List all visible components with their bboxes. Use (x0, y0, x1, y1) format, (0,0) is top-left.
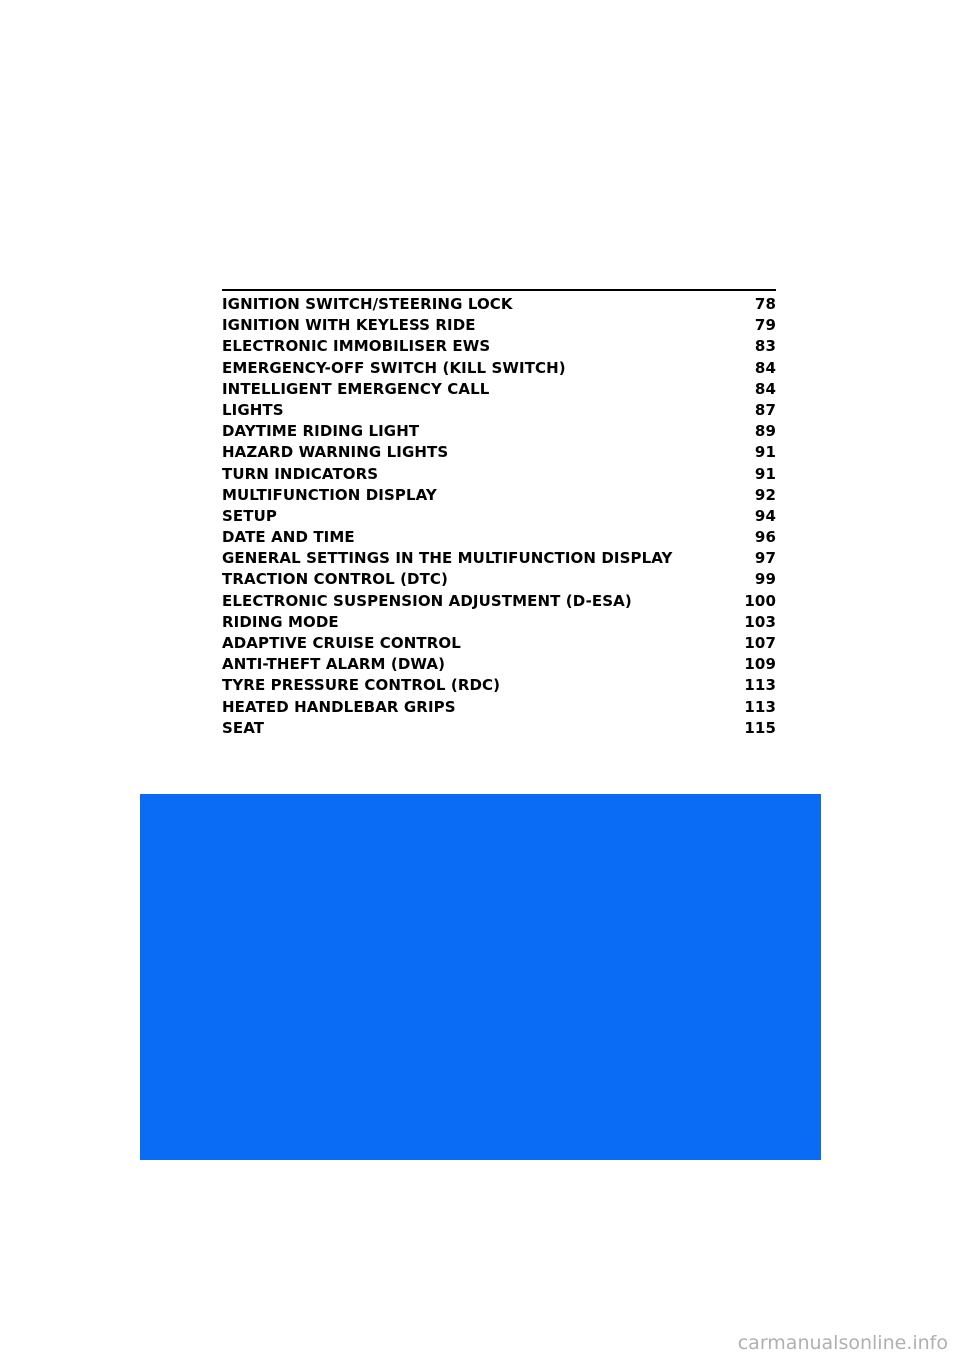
toc-entry[interactable] (222, 400, 776, 421)
toc-entry[interactable] (222, 379, 776, 400)
toc-entry-title: EMERGENCY-OFF SWITCH (KILL SWITCH) (222, 358, 566, 377)
toc-entry-title: IGNITION SWITCH/STEERING LOCK (222, 295, 513, 313)
toc-entry-page: 94 (754, 506, 776, 525)
toc-entry[interactable] (222, 527, 776, 548)
toc-entry-title: ELECTRONIC IMMOBILISER EWS (222, 337, 491, 356)
toc-entry-page: 99 (754, 570, 776, 589)
toc-entry[interactable] (222, 421, 776, 442)
toc-entry[interactable] (222, 654, 776, 675)
toc-entry[interactable] (222, 464, 776, 485)
toc-entry[interactable] (222, 358, 776, 379)
toc-entry-title: HEATED HANDLEBAR GRIPS (222, 697, 456, 716)
toc-entry[interactable] (222, 336, 776, 357)
toc-entry-title: LIGHTS (222, 400, 284, 419)
watermark: carmanualsonline.info (737, 1332, 948, 1354)
toc-entry-page: 91 (754, 443, 776, 462)
toc-entry-title: INTELLIGENT EMERGENCY CALL (222, 379, 490, 398)
toc-entry-page: 113 (744, 676, 776, 695)
toc-entry-page: 79 (754, 316, 776, 335)
toc-entry-title: TYRE PRESSURE CONTROL (RDC) (222, 676, 501, 695)
toc-entry-page: 113 (744, 697, 776, 716)
toc-entry[interactable] (222, 591, 776, 612)
toc-entry-page: 107 (744, 634, 776, 652)
toc-entry-page: 84 (754, 358, 776, 377)
toc-entry[interactable] (222, 315, 776, 336)
toc-entry-page: 91 (754, 464, 776, 483)
toc-entry-page: 92 (754, 485, 776, 504)
table-of-contents (222, 289, 776, 739)
toc-entry[interactable] (222, 612, 776, 633)
toc-entry-page: 115 (744, 718, 776, 737)
toc-entry[interactable] (222, 569, 776, 590)
toc-entry[interactable] (222, 548, 776, 569)
toc-entry-page: 97 (754, 549, 776, 568)
toc-entry-page: 100 (744, 591, 776, 610)
toc-entry-page: 87 (754, 400, 776, 419)
toc-entry-title: SEAT (222, 718, 265, 737)
toc-entry-title: DAYTIME RIDING LIGHT (222, 422, 420, 441)
toc-entry-title: DATE AND TIME (222, 528, 355, 547)
toc-entry-page: 96 (754, 528, 776, 547)
toc-entry[interactable] (222, 506, 776, 527)
toc-entry-title: GENERAL SETTINGS IN THE MULTIFUNCTION DISPLAY (222, 549, 673, 568)
toc-entry-page: 109 (744, 655, 776, 674)
toc-entry-title: ELECTRONIC SUSPENSION ADJUSTMENT (D-ESA) (222, 591, 632, 610)
toc-entry[interactable] (222, 294, 776, 315)
toc-entry[interactable] (222, 442, 776, 463)
toc-entry-page: 89 (754, 422, 776, 441)
toc-entry-title: MULTIFUNCTION DISPLAY (222, 485, 437, 504)
toc-entry[interactable] (222, 675, 776, 696)
toc-entry-title: ANTI-THEFT ALARM (DWA) (222, 655, 446, 674)
toc-entry-page: 103 (744, 612, 776, 631)
toc-entry[interactable] (222, 633, 776, 654)
toc-entry-page: 78 (754, 295, 776, 313)
toc-entry-title: IGNITION WITH KEYLESS RIDE (222, 316, 476, 335)
toc-entry-title: ADAPTIVE CRUISE CONTROL (222, 634, 461, 652)
toc-entry[interactable] (222, 697, 776, 718)
toc-entry[interactable] (222, 485, 776, 506)
toc-entry-title: TURN INDICATORS (222, 464, 379, 483)
toc-entry-title: TRACTION CONTROL (DTC) (222, 570, 448, 589)
toc-entry-page: 83 (754, 337, 776, 356)
toc-entry[interactable] (222, 718, 776, 739)
toc-entry-title: RIDING MODE (222, 612, 339, 631)
toc-entry-title: HAZARD WARNING LIGHTS (222, 443, 449, 462)
toc-entry-page: 84 (754, 379, 776, 398)
toc-entry-title: SETUP (222, 506, 277, 525)
section-color-panel (140, 794, 821, 1160)
